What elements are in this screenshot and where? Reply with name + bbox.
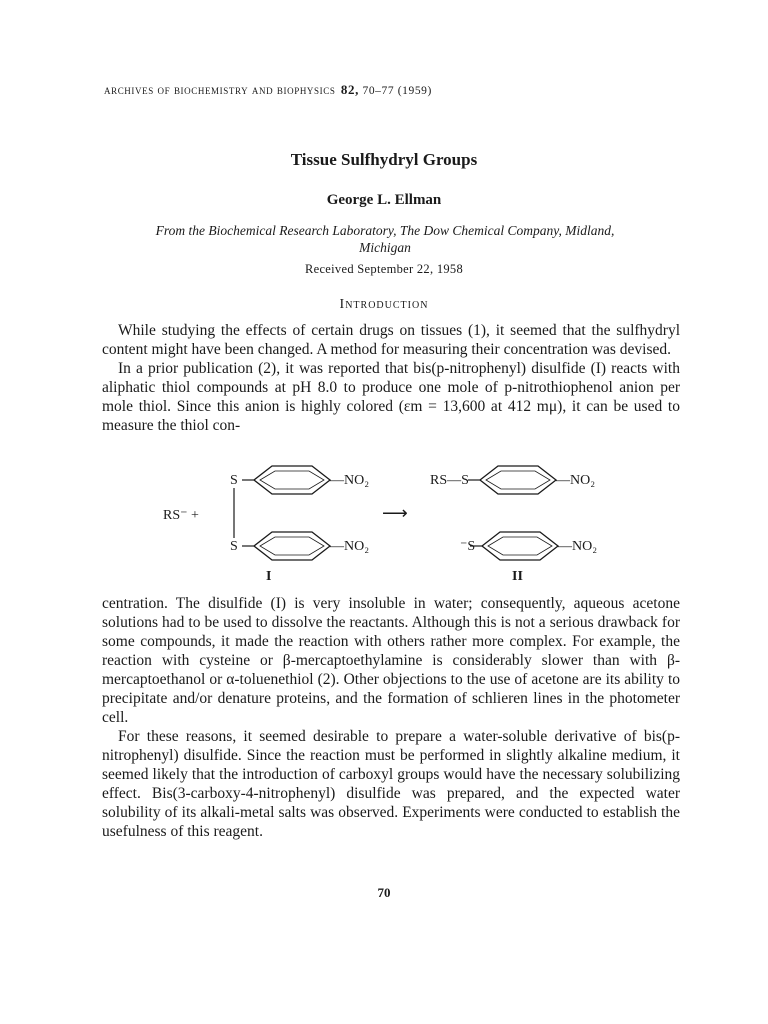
reaction-scheme (150, 462, 650, 587)
benzene-ring (482, 532, 558, 560)
journal-pages-year: 70–77 (1959) (362, 85, 432, 97)
page-number: 70 (377, 885, 391, 900)
product-thiolate-label: ⁻S (460, 539, 476, 554)
article-title: Tissue Sulfhydryl Groups (290, 150, 478, 169)
nitro-label-product-bottom: —NO₂ (558, 539, 598, 554)
compound-label-II: II (512, 569, 523, 584)
journal-volume: 82, (340, 82, 359, 97)
paragraph: In a prior publication (2), it was reported that bis(p-nitrophenyl) disulfide (I) reacts with aliphatic thiol compounds at pH 8.0 to produce one mole of p-nitrothiophenol anion per mole thiol. Since this anion is highly colored (εm = 13,600 at 412 mμ), it can be used to measure the thiol con- (102, 360, 680, 434)
journal-header (104, 82, 432, 98)
article-author: George L. Ellman (326, 192, 442, 208)
benzene-ring (480, 466, 556, 494)
benzene-ring (254, 466, 330, 494)
nitro-label-product-top: —NO₂ (556, 473, 596, 488)
benzene-ring-inner (260, 537, 324, 555)
nitro-label-top: —NO₂ (330, 473, 370, 488)
section-heading-introduction: Introduction (339, 297, 429, 312)
sulfur-label-bottom: S (230, 539, 238, 554)
product-mixed-disulfide-label: RS—S (430, 473, 469, 488)
paragraph: While studying the effects of certain drugs on tissues (1), it seemed that the sulfhydryl content might have been changed. A method for measuring their concentration was devised. (102, 322, 680, 358)
benzene-ring (254, 532, 330, 560)
received-date: Received September 22, 1958 (304, 262, 464, 276)
journal-name: archives of biochemistry and biophysics (104, 83, 336, 97)
thiolate-reactant: RS⁻ + (163, 508, 199, 523)
sulfur-label-top: S (230, 473, 238, 488)
benzene-ring-inner (260, 471, 324, 489)
author-affiliation: From the Biochemical Research Laboratory, The Dow Chemical Company, Midland, Michigan (155, 223, 615, 255)
paragraph: For these reasons, it seemed desirable to prepare a water-soluble derivative of bis(p-nitrophenyl) disulfide. Since the reaction must be performed in slightly alkaline medium, it seemed likely that the introduction of carboxyl groups would have the necessary solubilizing effect. Bis(3-carboxy-4-nitrophenyl) disulfide was prepared, and the expected water solubility of its alkali-metal salts was observed. Experiments were conducted to establish the usefulness of this reagent. (102, 728, 680, 840)
compound-label-I: I (266, 569, 272, 584)
benzene-ring-inner (486, 471, 550, 489)
introduction-text-after-scheme (102, 594, 680, 841)
paragraph: centration. The disulfide (I) is very insoluble in water; consequently, aqueous acetone solutions had to be used to dissolve the reactants. Although this is not a serious drawback for some compounds, it made the reaction with others rather more complex. For example, the reaction with cysteine or β-mercaptoethylamine is considerably slower than with β-mercaptoethanol or α-toluenethiol (2). Other objections to the use of acetone are its ability to precipitate and/or denature proteins, and the formation of schlieren lines in the photometer cell. (102, 595, 680, 726)
benzene-ring-inner (488, 537, 552, 555)
reaction-arrow: ⟶ (382, 503, 408, 523)
nitro-label-bottom: —NO₂ (330, 539, 370, 554)
introduction-text-before-scheme (102, 321, 680, 435)
